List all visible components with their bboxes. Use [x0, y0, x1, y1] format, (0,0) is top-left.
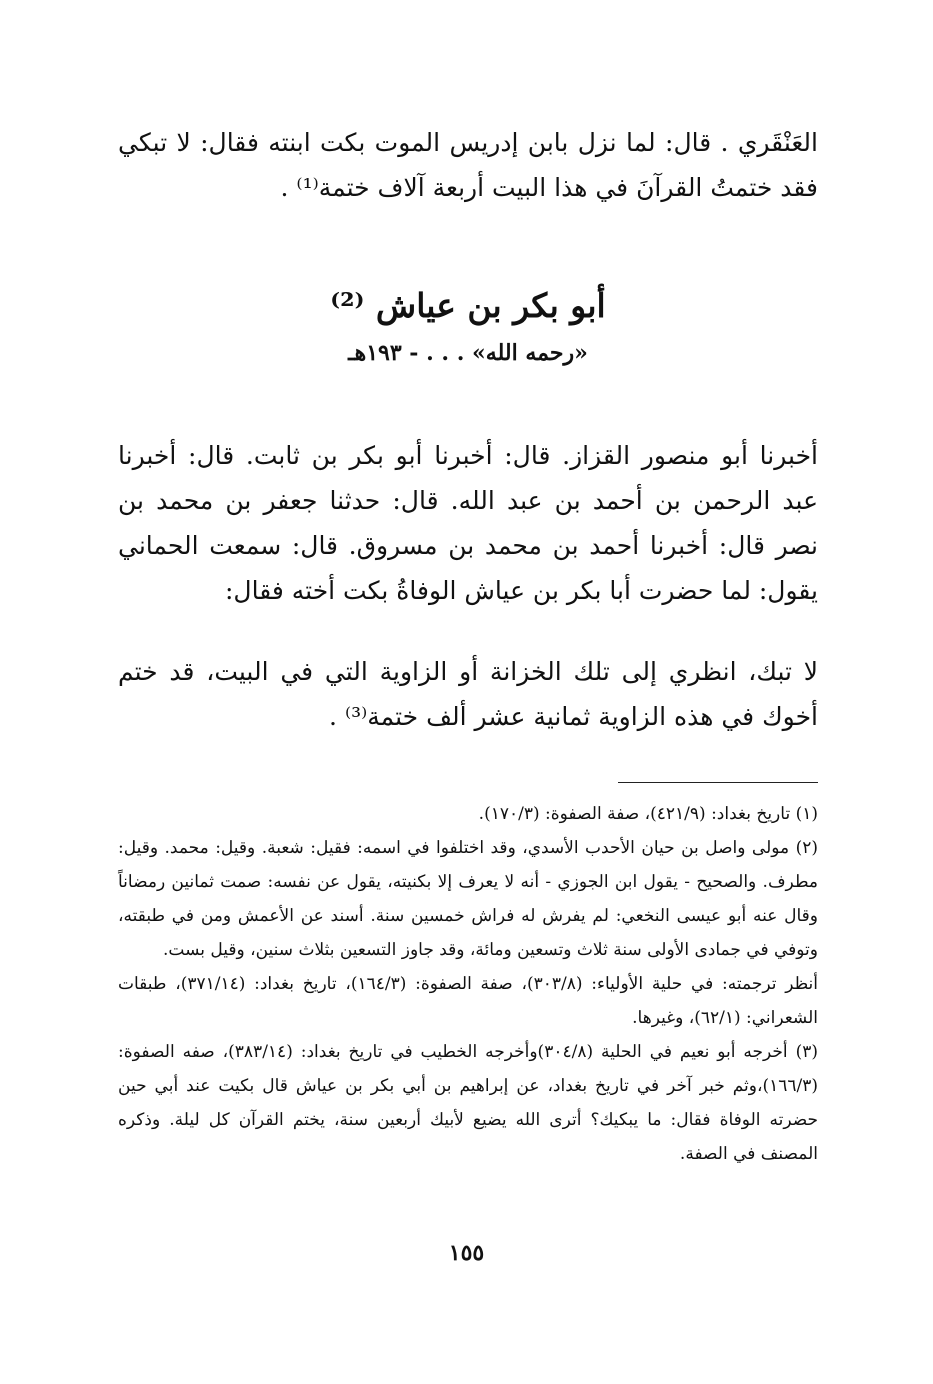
biography-title: أبو بكر بن عياش ⁽²⁾	[330, 286, 606, 325]
footnote-2: (٢) مولى واصل بن حيان الأحدب الأسدي، وقد اختلفوا في اسمه: فقيل: شعبة. وقيل: محمد. وقيل: مطرف. والصحيح - يقول ابن الجوزي - أنه لا يعرف إلا بكنيته، يقول عن نفسه: صمت ثمانين رمضاناً وقال عنه أبو عيسى النخعي: لم يفرش له فراش خمسين سنة. أسند عن الأعمش ومن في طبقته، وتوفي في جمادى الأولى سنة ثلاث وتسعين ومائة، وقد جاوز التسعين بثلاث سنين، وقيل بست.	[118, 838, 818, 960]
footnote-divider	[618, 782, 818, 783]
footnote-2-references: أنظر ترجمته: في حلية الأولياء: (٣٠٣/٨)، صفة الصفوة: (١٦٤/٣)، تاريخ بغداد: (٣٧١/١٤)، طبقات الشعراني: (٦٢/١)، وغيرها.	[118, 974, 818, 1028]
biography-subtitle: «رحمه الله» . . . - ١٩٣هـ	[348, 340, 588, 366]
footnote-1: (١) تاريخ بغداد: (٤٢١/٩)، صفة الصفوة: (١٧٠/٣).	[478, 804, 818, 824]
quote-paragraph: لا تبك، انظري إلى تلك الخزانة أو الزاوية التي في البيت، قد ختم أخوك في هذه الزاوية ثمانية عشر ألف ختمة⁽³⁾ .	[118, 657, 818, 731]
narration-paragraph: أخبرنا أبو منصور القزاز. قال: أخبرنا أبو بكر بن ثابت. قال: أخبرنا عبد الرحمن بن أحمد بن عبد الله. قال: حدثنا جعفر بن محمد بن نصر قال: أخبرنا أحمد بن محمد بن مسروق. قال: سمعت الحماني يقول: لما حضرت أبا بكر بن عياش الوفاةُ بكت أخته فقال:	[118, 441, 818, 605]
page-body	[118, 118, 818, 1171]
footnotes	[118, 797, 818, 1171]
intro-paragraph: العَنْقَري . قال: لما نزل بابن إدريس الموت بكت ابنته فقال: لا تبكي فقد ختمتُ القرآنَ في هذا البيت أربعة آلاف ختمة⁽¹⁾ .	[118, 128, 818, 202]
biography-heading	[118, 283, 818, 371]
page-number: ١٥٥	[448, 1240, 485, 1266]
footnote-3: (٣) أخرجه أبو نعيم في الحلية (٣٠٤/٨)وأخرجه الخطيب في تاريخ بغداد: (٣٨٣/١٤)، صفه الصفوة: (١٦٦/٣)،وثم خبر آخر في تاريخ بغداد، عن إبراهيم بن أبي بكر بن عياش قال بكيت عند أبي حين حضرته الوفاة فقال: ما يبكيك؟ أترى الله يضيع لأبيك أربعين سنة، يختم القرآن كل ليلة. وذكره المصنف في الصفة.	[118, 1042, 818, 1164]
